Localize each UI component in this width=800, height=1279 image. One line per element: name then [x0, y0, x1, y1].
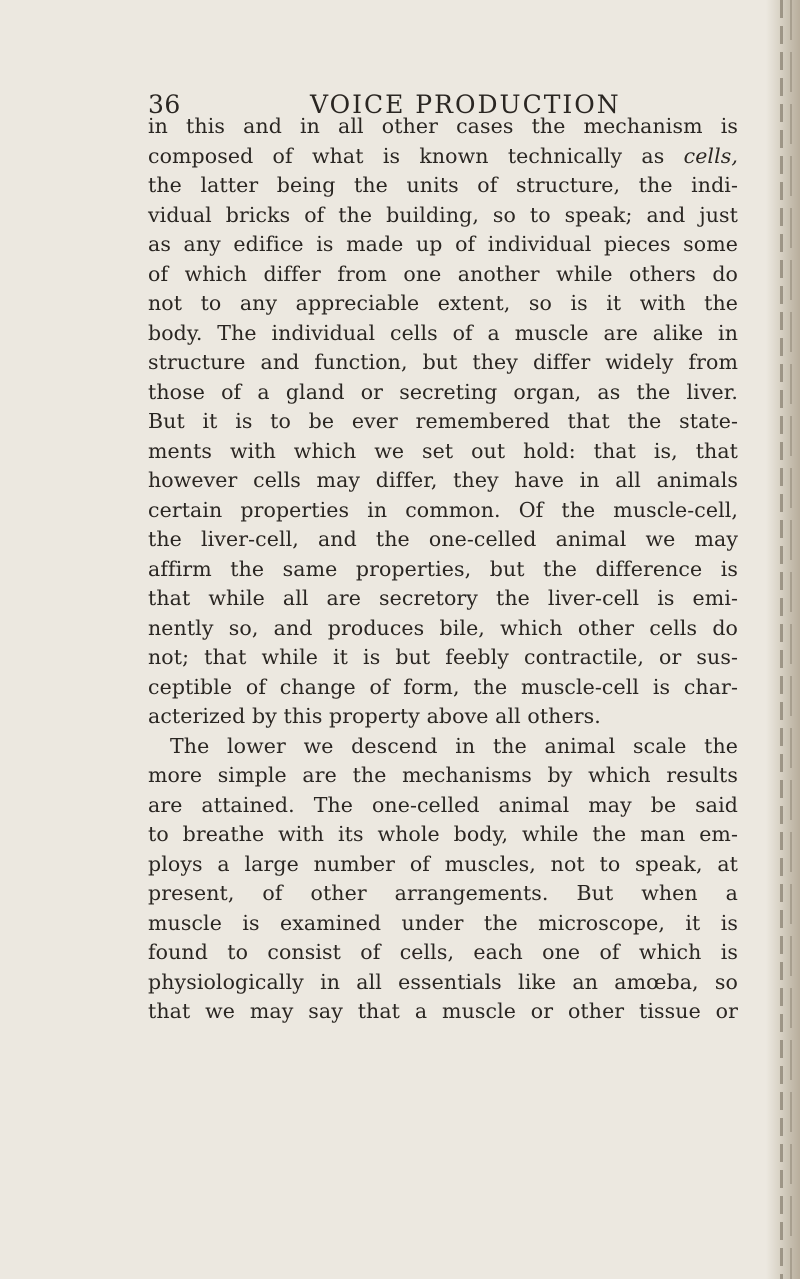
text-line: found to consist of cells, each one of which is: [148, 940, 738, 964]
text-line: are attained. The one-celled animal may be said: [148, 792, 738, 817]
text-line: ments with which we set out hold: that is, that: [148, 438, 738, 463]
text-line: more simple are the mechanisms by which results: [148, 763, 738, 787]
text-line: not; that while it is but feebly contractile, or sus-: [148, 645, 738, 669]
text-line: as any edifice is made up of individual pieces some: [148, 232, 738, 256]
text-line: The lower we descend in the animal scale the: [170, 733, 738, 758]
text-line: structure and function, but they differ widely from: [148, 350, 738, 374]
text-line: muscle is examined under the microscope, it is: [148, 910, 738, 935]
text-line: But it is to be ever remembered that the state-: [148, 409, 738, 433]
text-line: acterized by this property above all others.: [148, 704, 601, 728]
text-line: present, of other arrangements. But when a: [148, 881, 738, 905]
running-head: VOICE PRODUCTION: [310, 90, 621, 119]
text-line: vidual bricks of the building, so to speak; and just: [148, 202, 738, 227]
text-line: [148, 142, 738, 172]
text-line: certain properties in common. Of the muscle-cell,: [148, 497, 738, 522]
text-line: not to any appreciable extent, so is it with the: [148, 291, 738, 315]
text-line: that we may say that a muscle or other tissue or: [148, 999, 738, 1023]
text-line: affirm the same properties, but the difference is: [148, 556, 738, 581]
text-segment: composed of what is known technically as: [148, 143, 665, 168]
text-line: of which differ from one another while others do: [148, 261, 738, 286]
text-line: the liver-cell, and the one-celled animal we may: [148, 527, 738, 551]
text-line: those of a gland or secreting organ, as the liver.: [148, 379, 738, 404]
text-line: ceptible of change of form, the muscle-cell is char-: [148, 674, 738, 699]
text-line: nently so, and produces bile, which other cells do: [148, 615, 738, 640]
text-line: physiologically in all essentials like an amœba, so: [148, 969, 738, 994]
text-line: the latter being the units of structure, the indi-: [148, 173, 738, 197]
italic-term: cells,: [683, 143, 738, 168]
text-line: ploys a large number of muscles, not to speak, at: [148, 851, 738, 876]
page-edge: [766, 0, 800, 1279]
text-line: that while all are secretory the liver-cell is emi-: [148, 586, 738, 610]
text-line: however cells may differ, they have in all animals: [148, 468, 738, 492]
text-line: in this and in all other cases the mechanism is: [148, 114, 738, 138]
text-line: body. The individual cells of a muscle are alike in: [148, 320, 738, 345]
text-line: to breathe with its whole body, while the man em-: [148, 822, 738, 846]
page-number: 36: [148, 90, 181, 119]
body-text: [148, 112, 738, 1027]
